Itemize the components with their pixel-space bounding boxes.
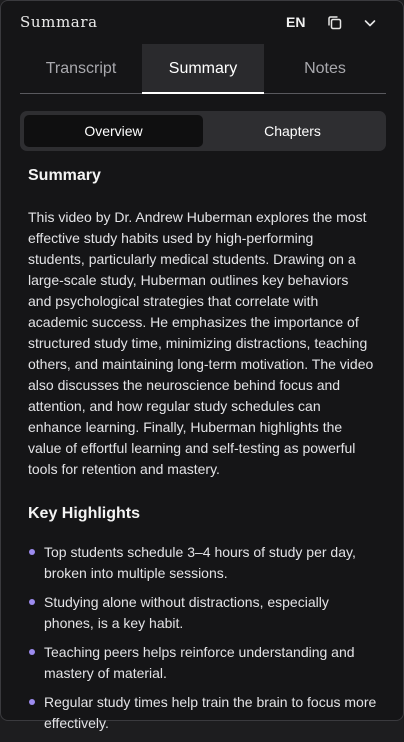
view-toggle xyxy=(20,111,386,151)
language-selector[interactable]: EN xyxy=(286,14,306,30)
chevron-down-icon xyxy=(359,12,381,34)
key-highlights-heading: Key Highlights xyxy=(28,505,141,522)
highlight-item xyxy=(28,592,378,634)
main-tabs xyxy=(20,44,386,94)
copy-icon xyxy=(324,12,346,34)
bullet-icon xyxy=(29,599,35,605)
highlight-item xyxy=(28,692,378,734)
summary-heading: Summary xyxy=(28,167,101,184)
highlight-text: Teaching peers helps reinforce understanding and mastery of material. xyxy=(44,644,355,681)
tab-notes[interactable]: Notes xyxy=(304,59,346,77)
key-highlights-list xyxy=(28,542,378,742)
highlight-text: Regular study times help train the brain to focus more effectively. xyxy=(44,694,377,731)
chapters-toggle[interactable]: Chapters xyxy=(264,123,321,139)
overview-toggle[interactable]: Overview xyxy=(24,115,203,147)
app-title: Summara xyxy=(20,13,98,31)
highlight-text: Studying alone without distractions, especially phones, is a key habit. xyxy=(44,594,329,631)
bullet-icon xyxy=(29,649,35,655)
highlight-text: Top students schedule 3–4 hours of study per day, broken into multiple sessions. xyxy=(44,544,356,581)
bullet-icon xyxy=(29,699,35,705)
tab-summary[interactable]: Summary xyxy=(142,44,264,93)
header xyxy=(1,1,403,45)
summary-text: This video by Dr. Andrew Huberman explores the most effective study habits used by high-performing students, particularly medical students. Drawing on a large-scale study, Huberman outlines key behaviors and psychological strategies that correlate with academic success. He emphasizes the importance of structured study time, minimizing distractions, teaching others, and maintaining long-term motivation. The video also discusses the neuroscience behind focus and attention, and how regular study schedules can enhance learning. Finally, Huberman highlights the value of effortful learning and self-testing as powerful tools for retention and mastery. xyxy=(28,209,374,477)
copy-button[interactable] xyxy=(324,12,346,34)
tab-transcript[interactable]: Transcript xyxy=(45,59,117,77)
collapse-button[interactable] xyxy=(359,12,381,34)
bullet-icon xyxy=(29,549,35,555)
highlight-item xyxy=(28,542,378,584)
highlight-item xyxy=(28,642,378,684)
